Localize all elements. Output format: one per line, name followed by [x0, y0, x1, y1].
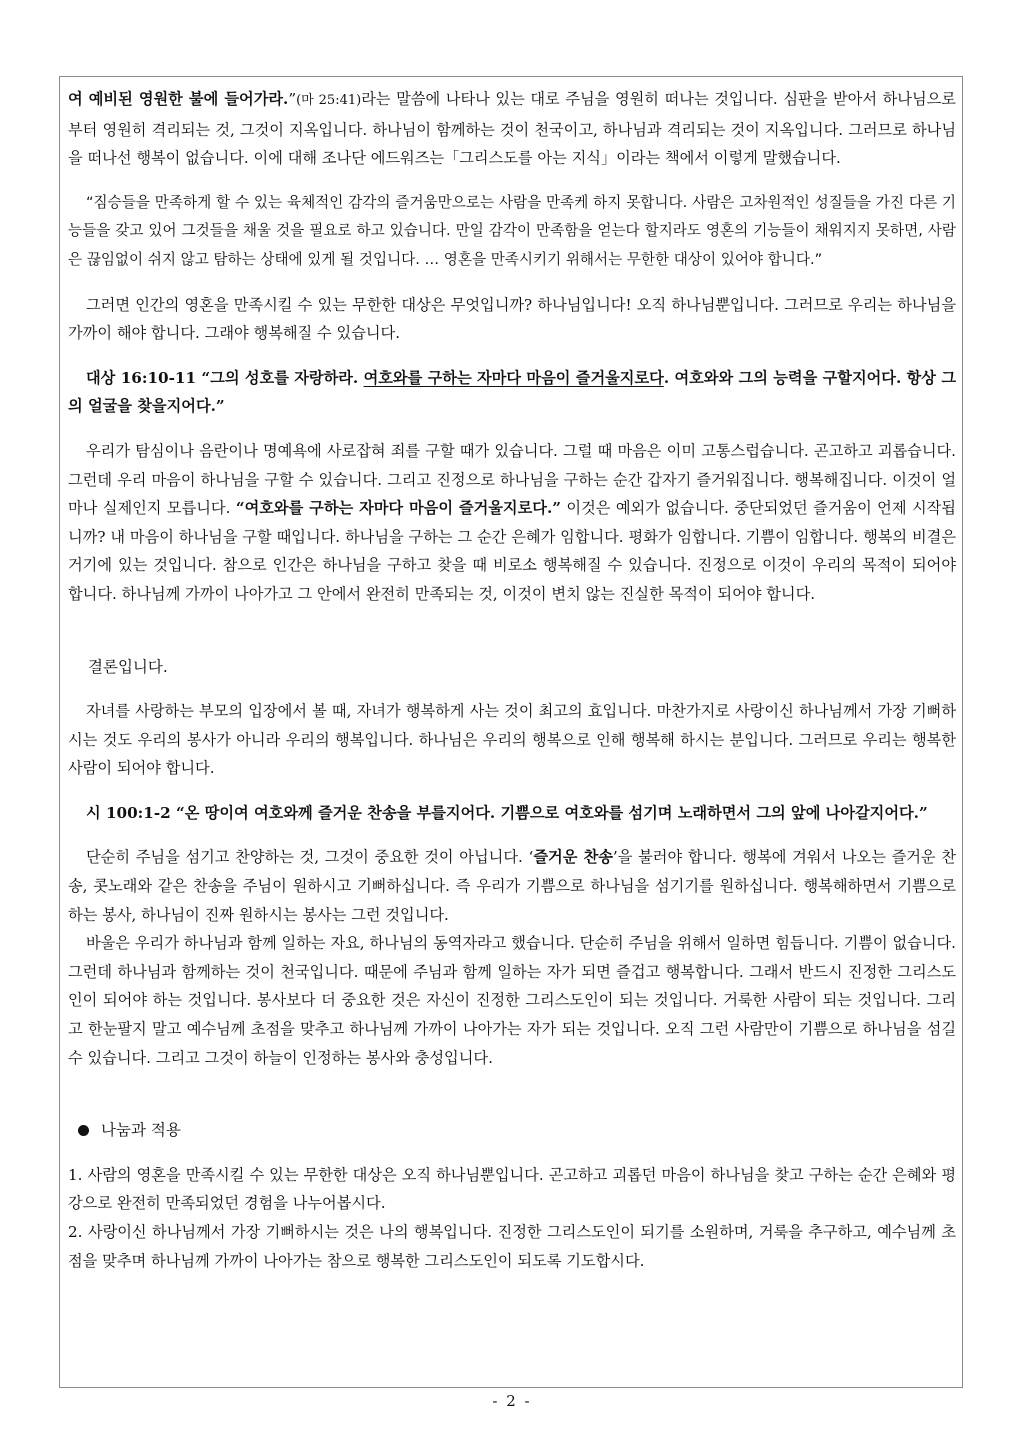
paragraph-parents: 자녀를 사랑하는 부모의 입장에서 볼 때, 자녀가 행복하게 사는 것이 최고의 효입니다. 마찬가지로 사랑이신 하나님께서 가장 기뻐하시는 것도 우리의 봉사가 아니라 우리의 행복입니다. 하나님은 우리의 행복으로 인해 행복해 하시는 분입니다. 그러므로 우리는 행복한 사람이 되어야 합니다.	[68, 702, 956, 778]
conclusion-heading: 결론입니다.	[88, 657, 168, 676]
verse1-reference: 대상 16:10-11	[86, 368, 202, 387]
verse2-reference: 시 100:1-2	[86, 803, 176, 822]
verse-psalm-100	[68, 799, 956, 828]
paragraph-joyful-praise	[68, 843, 956, 929]
joy-before: 단순히 주님을 섬기고 찬양하는 것, 그것이 중요한 것이 아닙니다. ‘	[86, 848, 534, 867]
intro-paragraph	[68, 85, 956, 173]
sharing-item-1: 1. 사람의 영혼을 만족시킬 수 있는 무한한 대상은 오직 하나님뿐입니다. 곤고하고 괴롭던 마음이 하나님을 찾고 구하는 순간 은혜와 평강으로 완전히 만족되었던 경험을 나누어봅시다.	[68, 1165, 956, 1213]
sharing-heading	[68, 1116, 956, 1145]
intro-text: 라는 말씀에 나타나 있는 대로 주님을 영원히 떠나는 것입니다. 심판을 받아서 하나님으로부터 영원히 격리되는 것, 그것이 지옥입니다. 하나님이 함께하는 것이 천국이고, 하나님과 격리되는 것이 지옥입니다. 그러므로 하나님을 떠나선 행복이 없습니다. 이에 대해 조나단 에드워즈는「그리스도를 아는 지식」이라는 책에서 이렇게 말했습니다.	[68, 90, 956, 168]
sharing-label: 나눔과 적용	[101, 1121, 181, 1140]
verse1-part1: “그의 성호를 자랑하라.	[201, 368, 364, 387]
sharing-item-2: 2. 사랑이신 하나님께서 가장 기뻐하시는 것은 나의 행복입니다. 진정한 그리스도인이 되기를 소원하며, 거룩을 추구하고, 예수님께 초점을 맞추며 하나님께 가까이 나아가는 참으로 행복한 그리스도인이 되도록 기도합시다.	[68, 1223, 956, 1270]
paragraph-infinite-object: 그러면 인간의 영혼을 만족시킬 수 있는 무한한 대상은 무엇입니까? 하나님입니다! 오직 하나님뿐입니다. 그러므로 우리는 하나님을 가까이 해야 합니다. 그래야 행복해질 수 있습니다.	[68, 295, 956, 343]
joy-bold: 즐거운 찬송	[533, 848, 613, 867]
intro-reference: (마 25:41)	[296, 93, 362, 108]
intro-quote-bold: 여 예비된 영원한 불에 들어가라.	[68, 90, 289, 108]
paragraph-seeking-god	[68, 437, 956, 609]
paragraph-paul: 바울은 우리가 하나님과 함께 일하는 자요, 하나님의 동역자라고 했습니다. 단순히 주님을 위해서 일하면 힘듭니다. 기쁨이 없습니다. 그런데 하나님과 함께하는 것이 천국입니다. 때문에 주님과 함께 일하는 자가 되면 즐겁고 행복합니다. 그래서 반드시 진정한 그리스도인이 되어야 하는 것입니다. 봉사보다 더 중요한 것은 자신이 진정한 그리스도인이 되는 것입니다. 거룩한 사람이 되는 것입니다. 그리고 한눈팔지 말고 예수님께 초점을 맞추고 하나님께 가까이 나아가는 자가 되는 것입니다. 오직 그런 사람만이 기쁨으로 하나님을 섬길 수 있습니다. 그리고 그것이 하늘이 인정하는 봉사와 충성입니다.	[68, 934, 956, 1067]
verse1-part2: . 여호와와 그의 능력을 구할지어다. 항상 그의 얼굴을 찾을지어다.”	[68, 368, 957, 416]
verse2-text: “온 땅이여 여호와께 즐거운 찬송을 부를지어다. 기쁨으로 여호와를 섬기며 노래하면서 그의 앞에 나아갈지어다.”	[176, 803, 928, 822]
joy-after: ’을 불러야 합니다. 행복에 겨워서 나오는 즐거운 찬송, 콧노래와 같은 찬송을 주님이 원하시고 기뻐하십니다. 즉 우리가 기쁨으로 하나님을 섬기기를 원하십니다. 행복해하면서 기쁨으로 하는 봉사, 하나님이 진짜 원하시는 봉사는 그런 것입니다.	[68, 848, 956, 924]
edwards-quote: “짐승들을 만족하게 할 수 있는 육체적인 감각의 즐거움만으로는 사람을 만족케 하지 못합니다. 사람은 고차원적인 성질들을 가진 다른 기능들을 갖고 있어 그것들을 채울 것을 필요로 하고 있습니다. 만일 감각이 만족함을 얻는다 할지라도 영혼의 기능들이 채워지지 못하면, 사람은 끊임없이 쉬지 않고 탐하는 상태에 있게 될 것입니다. … 영혼을 만족시키기 위해서는 무한한 대상이 있어야 합니다.”	[68, 193, 956, 268]
document-body	[68, 85, 956, 1275]
page-number: - 2 -	[492, 1392, 532, 1410]
seek-after: 이것은 예외가 없습니다. 중단되었던 즐거움이 언제 시작됩니까? 내 마음이 하나님을 구할 때입니다. 하나님을 구하는 그 순간 은혜가 임합니다. 평화가 임합니다. 기쁨이 임합니다. 행복의 비결은 거기에 있는 것입니다. 참으로 인간은 하나님을 구하고 찾을 때 비로소 행복해질 수 있습니다. 진정으로 이것이 우리의 목적이 되어야 합니다. 하나님께 가까이 나아가고 그 안에서 완전히 만족되는 것, 이것이 변치 않는 진실한 목적이 되어야 합니다.	[68, 499, 956, 603]
verse1-underlined: 여호와를 구하는 자마다 마음이 즐거울지로다	[363, 368, 664, 387]
verse-1chronicles	[68, 364, 956, 421]
seek-bold-quote: “여호와를 구하는 자마다 마음이 즐거울지로다.”	[235, 499, 561, 518]
bullet-icon	[78, 1125, 89, 1136]
intro-quote-close: ”	[288, 90, 297, 108]
seek-before: 우리가 탐심이나 음란이나 명예욕에 사로잡혀 죄를 구할 때가 있습니다. 그럴 때 마음은 이미 고통스럽습니다. 곤고하고 괴롭습니다. 그런데 우리 마음이 하나님을 구할 수 있습니다. 그리고 진정으로 하나님을 구하는 순간 갑자기 즐거워집니다. 행복해집니다. 이것이 얼마나 실제인지 모릅니다.	[68, 441, 956, 518]
